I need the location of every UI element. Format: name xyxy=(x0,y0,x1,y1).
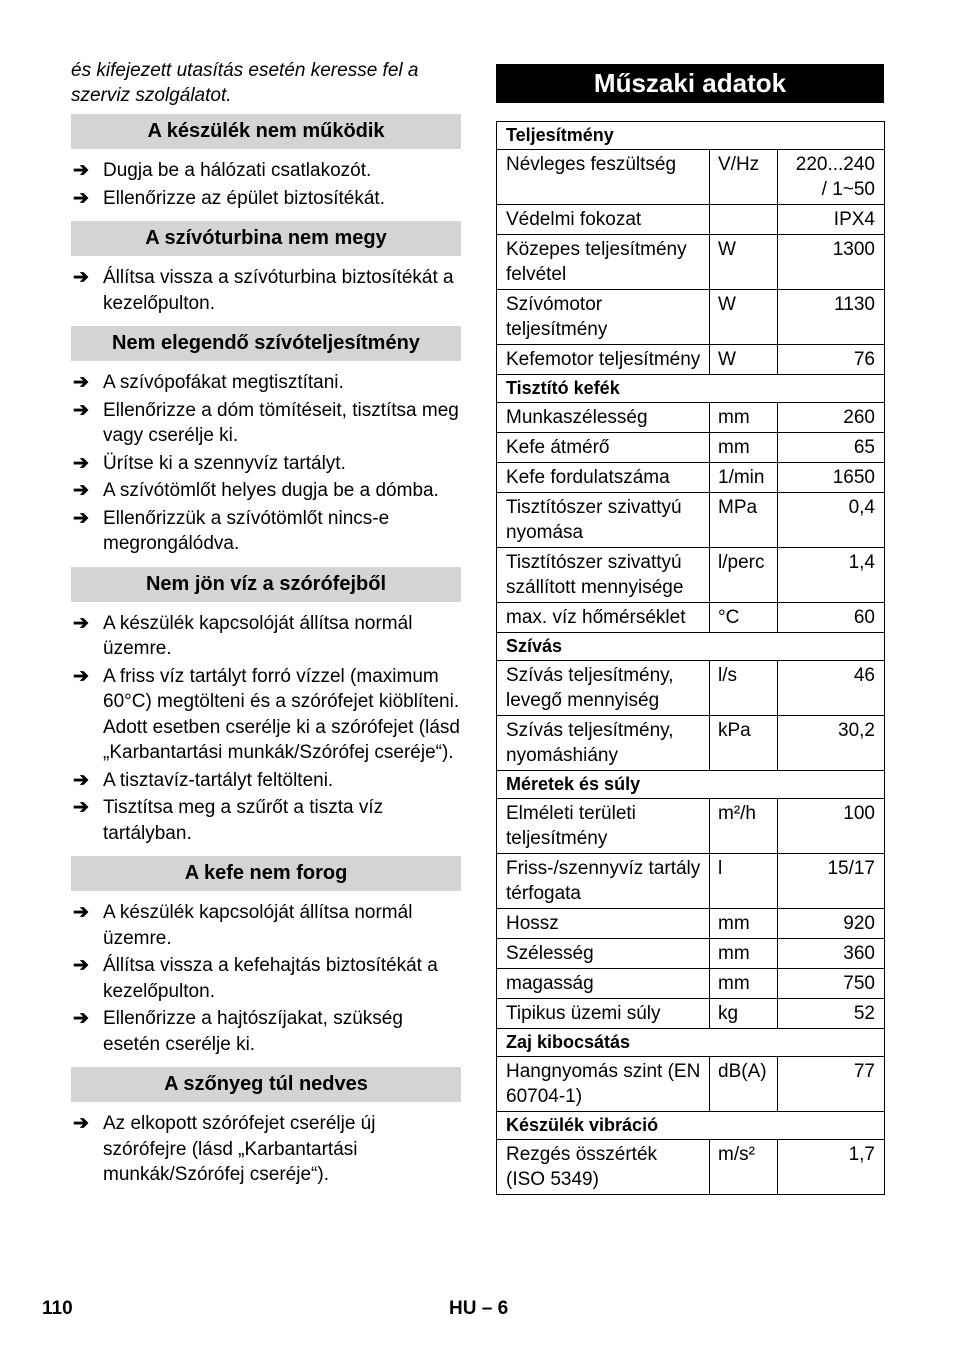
spec-value: 0,4 xyxy=(778,493,885,548)
instruction-item xyxy=(71,370,461,396)
spec-group-heading: Méretek és súly xyxy=(497,771,885,799)
page-number: 110 xyxy=(42,1298,73,1319)
spec-value: 77 xyxy=(778,1057,885,1112)
spec-unit: l/s xyxy=(710,661,778,716)
spec-label: Szívás teljesítmény, levegő mennyiség xyxy=(497,661,710,716)
spec-group-heading: Szívás xyxy=(497,633,885,661)
instruction-text: Állítsa vissza a kefehajtás biztosítékát a kezelőpulton. xyxy=(103,955,438,1002)
spec-row xyxy=(497,205,885,235)
troubleshooting-sections xyxy=(71,114,461,1188)
spec-value: 30,2 xyxy=(778,716,885,771)
spec-value: 1300 xyxy=(778,235,885,290)
instruction-text: Ürítse ki a szennyvíz tartályt. xyxy=(103,452,346,474)
arrow-right-icon: ➔ xyxy=(73,612,89,634)
instruction-text: Az elkopott szórófejet cserélje új szórófejre (lásd „Karbantartási munkák/Szórófej cseréje“). xyxy=(103,1113,376,1185)
instruction-item xyxy=(71,795,461,846)
spec-label: Névleges feszültség xyxy=(497,150,710,205)
instruction-item xyxy=(71,1006,461,1057)
spec-row xyxy=(497,403,885,433)
spec-value: 920 xyxy=(778,909,885,939)
spec-label: Tipikus üzemi súly xyxy=(497,999,710,1029)
arrow-right-icon: ➔ xyxy=(73,507,89,529)
instruction-text: A szívópofákat megtisztítani. xyxy=(103,372,344,393)
spec-value: 60 xyxy=(778,603,885,633)
spec-unit: kg xyxy=(710,999,778,1029)
arrow-right-icon: ➔ xyxy=(73,187,89,209)
spec-value: 1,7 xyxy=(778,1140,885,1195)
spec-unit: W xyxy=(710,290,778,345)
spec-row xyxy=(497,290,885,345)
spec-label: Kefemotor teljesítmény xyxy=(497,345,710,375)
spec-group-heading: Készülék vibráció xyxy=(497,1112,885,1140)
spec-value: 15/17 xyxy=(778,854,885,909)
spec-row xyxy=(497,854,885,909)
arrow-right-icon: ➔ xyxy=(73,267,89,288)
instruction-item xyxy=(71,478,461,504)
spec-value: 750 xyxy=(778,969,885,999)
spec-row xyxy=(497,345,885,375)
instruction-text: Ellenőrizzük a szívótömlőt nincs-e megrongálódva. xyxy=(103,507,390,554)
spec-label: Szívás teljesítmény, nyomáshiány xyxy=(497,716,710,771)
arrow-right-icon: ➔ xyxy=(73,955,89,976)
arrow-right-icon: ➔ xyxy=(73,452,89,474)
instruction-text: A készülék kapcsolóját állítsa normál üzemre. xyxy=(103,902,413,949)
spec-group-row xyxy=(497,771,885,799)
section-heading: A szívóturbina nem megy xyxy=(71,221,461,256)
spec-unit: m²/h xyxy=(710,799,778,854)
spec-unit: 1/min xyxy=(710,463,778,493)
instruction-item xyxy=(71,953,461,1004)
instruction-item xyxy=(71,768,461,794)
spec-value: 76 xyxy=(778,345,885,375)
spec-label: Rezgés összérték (ISO 5349) xyxy=(497,1140,710,1195)
spec-row xyxy=(497,661,885,716)
spec-unit xyxy=(710,205,778,235)
spec-value: 260 xyxy=(778,403,885,433)
instruction-item xyxy=(71,265,461,316)
instruction-list xyxy=(71,1111,461,1188)
arrow-right-icon: ➔ xyxy=(73,1008,89,1029)
spec-row xyxy=(497,999,885,1029)
instruction-list xyxy=(71,900,461,1057)
spec-unit: l/perc xyxy=(710,548,778,603)
arrow-right-icon: ➔ xyxy=(73,665,89,687)
instruction-text: Ellenőrizze a hajtószíjakat, szükség esetén cserélje ki. xyxy=(103,1008,403,1055)
spec-row xyxy=(497,235,885,290)
instruction-text: A készülék kapcsolóját állítsa normál üzemre. xyxy=(103,612,413,659)
spec-unit: °C xyxy=(710,603,778,633)
arrow-right-icon: ➔ xyxy=(73,372,89,393)
technical-data-table xyxy=(496,121,885,1195)
spec-value: 100 xyxy=(778,799,885,854)
spec-row xyxy=(497,603,885,633)
spec-label: Elméleti területi teljesítmény xyxy=(497,799,710,854)
instruction-item xyxy=(71,158,461,184)
instruction-item xyxy=(71,398,461,449)
spec-row xyxy=(497,150,885,205)
spec-unit: mm xyxy=(710,939,778,969)
instruction-item xyxy=(71,611,461,662)
section-label: HU – 6 xyxy=(449,1298,509,1319)
spec-row xyxy=(497,716,885,771)
spec-unit: dB(A) xyxy=(710,1057,778,1112)
spec-unit: V/Hz xyxy=(710,150,778,205)
spec-label: magasság xyxy=(497,969,710,999)
spec-unit: mm xyxy=(710,433,778,463)
instruction-list xyxy=(71,158,461,211)
spec-unit: W xyxy=(710,235,778,290)
technical-data-title: Műszaki adatok xyxy=(496,64,884,103)
section-heading: A készülék nem működik xyxy=(71,114,461,149)
instruction-text: Ellenőrizze a dóm tömítéseit, tisztítsa meg vagy cserélje ki. xyxy=(103,399,459,446)
arrow-right-icon: ➔ xyxy=(73,160,89,181)
spec-unit: mm xyxy=(710,909,778,939)
spec-row xyxy=(497,939,885,969)
instruction-text: Ellenőrizze az épület biztosítékát. xyxy=(103,187,385,209)
instruction-text: A tisztavíz-tartályt feltölteni. xyxy=(103,769,334,791)
instruction-text: Állítsa vissza a szívóturbina biztosítékát a kezelőpulton. xyxy=(103,267,454,314)
spec-label: Közepes teljesítmény felvétel xyxy=(497,235,710,290)
spec-row xyxy=(497,909,885,939)
spec-label: Hangnyomás szint (EN 60704-1) xyxy=(497,1057,710,1112)
instruction-text: Tisztítsa meg a szűrőt a tiszta víz tartályban. xyxy=(103,797,384,844)
troubleshooting-column xyxy=(71,58,461,1198)
spec-row xyxy=(497,463,885,493)
spec-unit: MPa xyxy=(710,493,778,548)
spec-row xyxy=(497,1057,885,1112)
spec-label: Kefe átmérő xyxy=(497,433,710,463)
spec-value: 65 xyxy=(778,433,885,463)
spec-value: 1130 xyxy=(778,290,885,345)
arrow-right-icon: ➔ xyxy=(73,797,89,818)
spec-value: 220...240 / 1~50 xyxy=(778,150,885,205)
spec-group-row xyxy=(497,1029,885,1057)
arrow-right-icon: ➔ xyxy=(73,480,89,501)
spec-label: Védelmi fokozat xyxy=(497,205,710,235)
spec-label: Szélesség xyxy=(497,939,710,969)
spec-group-heading: Tisztító kefék xyxy=(497,375,885,403)
spec-label: Friss-/szennyvíz tartály térfogata xyxy=(497,854,710,909)
spec-group-row xyxy=(497,122,885,150)
arrow-right-icon: ➔ xyxy=(73,1113,89,1134)
spec-group-row xyxy=(497,1112,885,1140)
instruction-text: A friss víz tartályt forró vízzel (maximum 60°C) megtölteni és a szórófejet kiöblíteni. Adott esetben cserélje ki a szórófejet (lásd „Karbantartási munkák/Szórófej cseréje“). xyxy=(103,665,460,763)
instruction-list xyxy=(71,611,461,847)
instruction-item xyxy=(71,664,461,766)
instruction-list xyxy=(71,265,461,316)
spec-row xyxy=(497,548,885,603)
spec-label: max. víz hőmérséklet xyxy=(497,603,710,633)
spec-group-row xyxy=(497,633,885,661)
section-heading: Nem jön víz a szórófejből xyxy=(71,567,461,602)
spec-value: 46 xyxy=(778,661,885,716)
spec-value: IPX4 xyxy=(778,205,885,235)
spec-value: 1,4 xyxy=(778,548,885,603)
spec-value: 360 xyxy=(778,939,885,969)
instruction-item xyxy=(71,506,461,557)
arrow-right-icon: ➔ xyxy=(73,399,89,421)
instruction-item xyxy=(71,900,461,951)
section-heading: A kefe nem forog xyxy=(71,856,461,891)
spec-group-heading: Zaj kibocsátás xyxy=(497,1029,885,1057)
spec-label: Tisztítószer szivattyú szállított mennyisége xyxy=(497,548,710,603)
spec-unit: W xyxy=(710,345,778,375)
spec-label: Munkaszélesség xyxy=(497,403,710,433)
spec-unit: mm xyxy=(710,969,778,999)
intro-text: és kifejezett utasítás esetén keresse fel a szerviz szolgálatot. xyxy=(71,60,419,106)
spec-label: Hossz xyxy=(497,909,710,939)
spec-label: Szívómotor teljesítmény xyxy=(497,290,710,345)
spec-unit: kPa xyxy=(710,716,778,771)
spec-unit: mm xyxy=(710,403,778,433)
spec-row xyxy=(497,799,885,854)
instruction-item xyxy=(71,1111,461,1188)
instruction-item xyxy=(71,451,461,477)
arrow-right-icon: ➔ xyxy=(73,902,89,923)
spec-group-row xyxy=(497,375,885,403)
spec-label: Kefe fordulatszáma xyxy=(497,463,710,493)
spec-row xyxy=(497,433,885,463)
spec-row xyxy=(497,493,885,548)
spec-unit: m/s² xyxy=(710,1140,778,1195)
section-heading: Nem elegendő szívóteljesítmény xyxy=(71,326,461,361)
spec-unit: l xyxy=(710,854,778,909)
spec-label: Tisztítószer szivattyú nyomása xyxy=(497,493,710,548)
technical-data-column xyxy=(496,64,884,1195)
arrow-right-icon: ➔ xyxy=(73,769,89,791)
spec-value: 1650 xyxy=(778,463,885,493)
instruction-text: A szívótömlőt helyes dugja be a dómba. xyxy=(103,480,439,501)
section-heading: A szőnyeg túl nedves xyxy=(71,1067,461,1102)
instruction-item xyxy=(71,186,461,212)
instruction-list xyxy=(71,370,461,557)
spec-value: 52 xyxy=(778,999,885,1029)
spec-row xyxy=(497,1140,885,1195)
instruction-text: Dugja be a hálózati csatlakozót. xyxy=(103,160,372,181)
spec-row xyxy=(497,969,885,999)
spec-group-heading: Teljesítmény xyxy=(497,122,885,150)
